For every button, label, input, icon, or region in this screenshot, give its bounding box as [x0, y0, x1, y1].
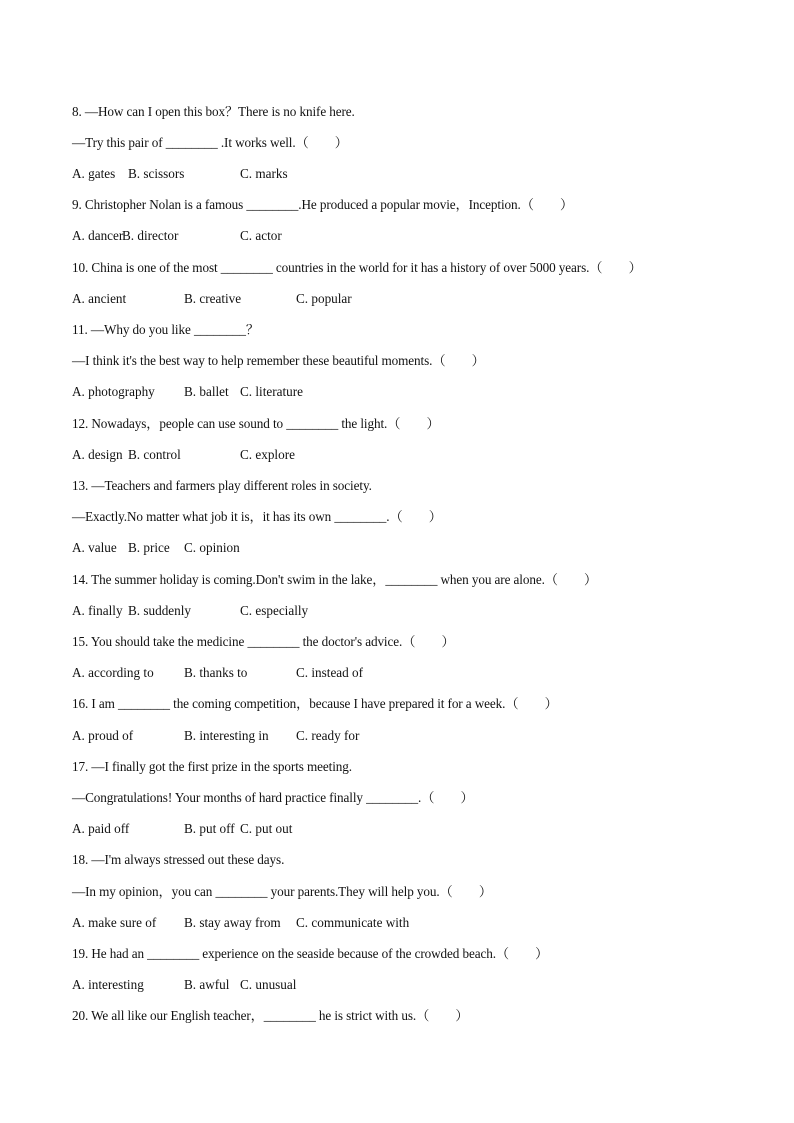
option-a: A. gates: [72, 166, 116, 181]
question-13-prompt: 13. —Teachers and farmers play different roles in society.: [72, 478, 372, 493]
option-b: B. thanks to: [184, 665, 248, 680]
option-c: C. especially: [240, 603, 309, 618]
question-8-response: —Try this pair of ________ .It works well.（ ）: [72, 135, 348, 150]
question-8-prompt: 8. —How can I open this box？There is no knife here.: [72, 104, 355, 119]
option-a: A. according to: [72, 665, 154, 680]
option-b: B. stay away from: [184, 915, 281, 930]
question-11-prompt: 11. —Why do you like ________？: [72, 322, 259, 337]
option-b: B. interesting in: [184, 728, 269, 743]
option-c: C. communicate with: [296, 915, 410, 930]
option-a: A. interesting: [72, 977, 144, 992]
option-a: A. proud of: [72, 728, 134, 743]
question-17-response: —Congratulations! Your months of hard practice finally ________.（ ）: [72, 790, 474, 805]
option-c: C. marks: [240, 166, 288, 181]
question-9-prompt: 9. Christopher Nolan is a famous ________.He produced a popular movie，Inception.（ ）: [72, 197, 574, 212]
option-a: A. make sure of: [72, 915, 157, 930]
question-13-response: —Exactly.No matter what job it is，it has its own ________.（ ）: [72, 509, 442, 524]
option-a: A. ancient: [72, 291, 127, 306]
question-14-prompt: 14. The summer holiday is coming.Don't swim in the lake，________ when you are alone.（ ）: [72, 572, 598, 587]
option-b: B. director: [122, 228, 179, 243]
question-12-prompt: 12. Nowadays，people can use sound to ________ the light.（ ）: [72, 416, 440, 431]
question-16-prompt: 16. I am ________ the coming competition，because I have prepared it for a week.（ ）: [72, 696, 558, 711]
question-15-prompt: 15. You should take the medicine ________ the doctor's advice.（ ）: [72, 634, 455, 649]
question-11-response: —I think it's the best way to help remember these beautiful moments.（ ）: [72, 353, 485, 368]
option-c: C. opinion: [184, 540, 240, 555]
option-c: C. explore: [240, 447, 295, 462]
question-18-prompt: 18. —I'm always stressed out these days.: [72, 852, 285, 867]
option-b: B. ballet: [184, 384, 229, 399]
question-19-prompt: 19. He had an ________ experience on the seaside because of the crowded beach.（ ）: [72, 946, 549, 961]
option-c: C. unusual: [240, 977, 297, 992]
option-b: B. price: [128, 540, 170, 555]
question-18-response: —In my opinion，you can ________ your parents.They will help you.（ ）: [72, 884, 492, 899]
option-a: A. paid off: [72, 821, 130, 836]
question-20-prompt: 20. We all like our English teacher，________ he is strict with us.（ ）: [72, 1008, 469, 1023]
option-c: C. literature: [240, 384, 303, 399]
option-c: C. ready for: [296, 728, 360, 743]
option-b: B. scissors: [128, 166, 185, 181]
option-a: A. finally: [72, 603, 123, 618]
question-10-prompt: 10. China is one of the most ________ countries in the world for it has a history of over 5000 years.（ ）: [72, 260, 642, 275]
option-c: C. popular: [296, 291, 352, 306]
option-c: C. instead of: [296, 665, 364, 680]
option-b: B. put off: [184, 821, 235, 836]
option-b: B. suddenly: [128, 603, 192, 618]
option-a: A. design: [72, 447, 123, 462]
option-a: A. value: [72, 540, 117, 555]
option-a: A. dancer: [72, 228, 124, 243]
option-b: B. creative: [184, 291, 242, 306]
option-a: A. photography: [72, 384, 155, 399]
option-c: C. actor: [240, 228, 282, 243]
option-b: B. awful: [184, 977, 230, 992]
option-c: C. put out: [240, 821, 293, 836]
option-b: B. control: [128, 447, 181, 462]
question-17-prompt: 17. —I finally got the first prize in the sports meeting.: [72, 759, 352, 774]
